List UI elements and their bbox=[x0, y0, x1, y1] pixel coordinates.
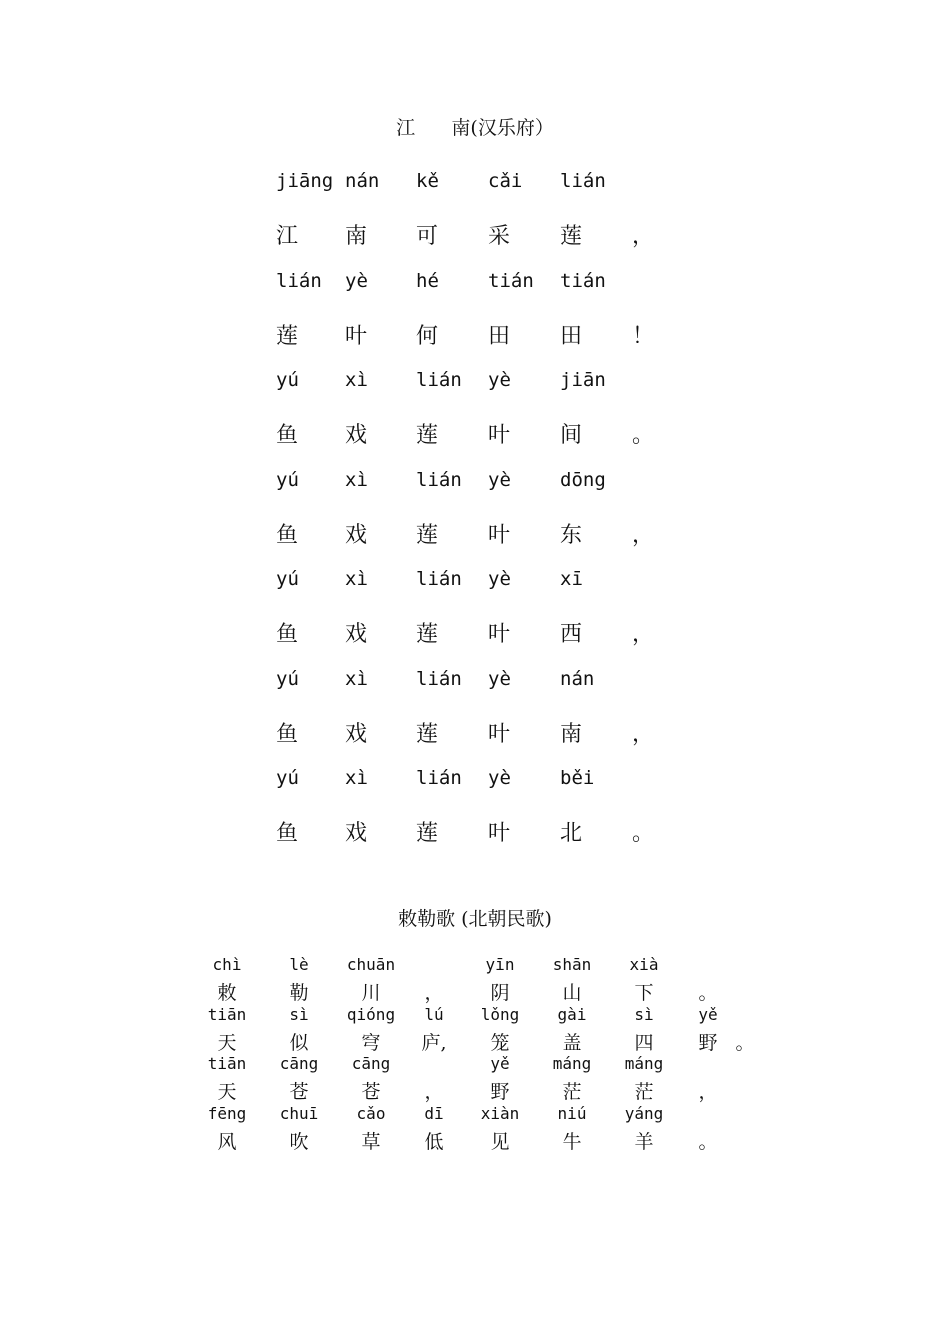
hanzi-character: 叶 bbox=[488, 721, 511, 747]
pinyin-syllable: niú bbox=[557, 1104, 587, 1124]
hanzi-character: 莲 bbox=[416, 522, 439, 548]
pinyin-syllable: lián bbox=[560, 170, 606, 192]
pinyin-row bbox=[0, 568, 950, 598]
hanzi-character: 戏 bbox=[345, 622, 368, 647]
hanzi-character: 莲 bbox=[416, 622, 439, 647]
hanzi-character: 。 bbox=[698, 982, 718, 1004]
hanzi-character: 茫 bbox=[634, 1081, 654, 1104]
pinyin-syllable: xì bbox=[345, 767, 368, 789]
hanzi-character: 苍 bbox=[361, 1081, 381, 1104]
hanzi-row bbox=[0, 1028, 950, 1052]
pinyin-syllable: xì bbox=[345, 568, 368, 590]
hanzi-character: 。 bbox=[698, 1131, 718, 1154]
hanzi-character: 穹 bbox=[361, 1031, 381, 1054]
pinyin-syllable: xī bbox=[560, 568, 583, 590]
hanzi-character: 盖 bbox=[562, 1031, 582, 1054]
pinyin-syllable: gài bbox=[557, 1004, 587, 1024]
hanzi-character: 山 bbox=[562, 982, 582, 1004]
hanzi-character: 江 bbox=[276, 224, 299, 249]
pinyin-syllable: cǎi bbox=[488, 170, 523, 192]
pinyin-syllable: dī bbox=[424, 1104, 444, 1124]
hanzi-character: 叶 bbox=[488, 522, 511, 548]
hanzi-character: 茫 bbox=[562, 1081, 582, 1104]
pinyin-syllable: nán bbox=[345, 170, 380, 192]
hanzi-character: 戏 bbox=[345, 821, 368, 846]
pinyin-syllable: shān bbox=[552, 955, 592, 974]
pinyin-syllable: hé bbox=[416, 269, 439, 292]
pinyin-syllable: tiān bbox=[207, 1004, 247, 1024]
poem2-title: 敕勒歌 (北朝民歌) bbox=[398, 908, 552, 930]
pinyin-syllable: yú bbox=[276, 369, 299, 391]
pinyin-syllable: yè bbox=[488, 667, 511, 690]
pinyin-syllable: sì bbox=[289, 1004, 309, 1024]
hanzi-character: ， bbox=[632, 224, 655, 249]
pinyin-syllable: yě bbox=[698, 1004, 718, 1024]
hanzi-character: 戏 bbox=[345, 423, 368, 448]
pinyin-syllable: tiān bbox=[207, 1054, 247, 1074]
pinyin-syllable: yè bbox=[488, 468, 511, 491]
hanzi-character: 见 bbox=[490, 1131, 510, 1154]
pinyin-row bbox=[0, 668, 950, 698]
hanzi-character: 叶 bbox=[488, 622, 511, 647]
pinyin-syllable: cāng bbox=[279, 1054, 319, 1074]
hanzi-character: 戏 bbox=[345, 721, 368, 747]
hanzi-character: 野 bbox=[698, 1031, 718, 1054]
hanzi-character: 莲 bbox=[416, 423, 439, 448]
hanzi-character: 似 bbox=[289, 1031, 309, 1054]
hanzi-character: 莲 bbox=[416, 821, 439, 846]
hanzi-character: ， bbox=[698, 1081, 718, 1104]
hanzi-character: 采 bbox=[488, 224, 511, 249]
pinyin-syllable: lián bbox=[276, 269, 322, 292]
pinyin-syllable: lián bbox=[416, 369, 462, 391]
hanzi-character: 何 bbox=[416, 323, 439, 349]
pinyin-syllable: cāng bbox=[351, 1054, 391, 1074]
pinyin-syllable: lǒng bbox=[480, 1004, 520, 1024]
pinyin-syllable: tián bbox=[488, 269, 534, 292]
pinyin-row bbox=[0, 955, 950, 979]
hanzi-character: 牛 bbox=[562, 1131, 582, 1154]
pinyin-syllable: chì bbox=[212, 955, 242, 974]
hanzi-row bbox=[0, 418, 950, 448]
pinyin-syllable: xì bbox=[345, 667, 368, 690]
pinyin-syllable: yè bbox=[488, 568, 511, 590]
hanzi-character: 鱼 bbox=[276, 821, 299, 846]
pinyin-syllable: yáng bbox=[624, 1104, 664, 1124]
hanzi-character: 莲 bbox=[560, 224, 583, 249]
hanzi-character: ， bbox=[632, 622, 655, 647]
hanzi-character: 鱼 bbox=[276, 622, 299, 647]
hanzi-character: 东 bbox=[560, 522, 583, 548]
hanzi-character: 低 bbox=[424, 1131, 444, 1154]
pinyin-syllable: máng bbox=[552, 1054, 592, 1074]
pinyin-syllable: yè bbox=[345, 269, 368, 292]
hanzi-character: 北 bbox=[560, 821, 583, 846]
pinyin-syllable: chuī bbox=[279, 1104, 319, 1124]
pinyin-syllable: kě bbox=[416, 170, 439, 192]
pinyin-syllable: lú bbox=[424, 1004, 444, 1024]
pinyin-syllable: yè bbox=[488, 369, 511, 391]
hanzi-row bbox=[0, 1077, 950, 1104]
hanzi-character: 戏 bbox=[345, 522, 368, 548]
hanzi-character: 叶 bbox=[488, 821, 511, 846]
hanzi-character: 庐, bbox=[421, 1031, 447, 1054]
pinyin-syllable: lián bbox=[416, 468, 462, 491]
hanzi-character: 四 bbox=[634, 1031, 654, 1054]
hanzi-character: 勒 bbox=[289, 982, 309, 1004]
hanzi-row bbox=[0, 1127, 950, 1154]
hanzi-character: 羊 bbox=[634, 1131, 654, 1154]
pinyin-row bbox=[0, 469, 950, 499]
pinyin-syllable: cǎo bbox=[356, 1104, 386, 1124]
pinyin-syllable: yú bbox=[276, 468, 299, 491]
pinyin-syllable: yě bbox=[490, 1054, 510, 1074]
poem1-title: 江 南(汉乐府） bbox=[396, 117, 554, 139]
hanzi-character: ， bbox=[424, 982, 444, 1004]
hanzi-character: 苍 bbox=[289, 1081, 309, 1104]
hanzi-row bbox=[0, 617, 950, 647]
hanzi-row bbox=[0, 717, 950, 747]
hanzi-character: 间 bbox=[560, 423, 583, 448]
hanzi-row bbox=[0, 219, 950, 249]
hanzi-character: 天 bbox=[217, 1081, 237, 1104]
hanzi-character: 阴 bbox=[490, 982, 510, 1004]
hanzi-character: 鱼 bbox=[276, 721, 299, 747]
pinyin-syllable: máng bbox=[624, 1054, 664, 1074]
hanzi-character: 天 bbox=[217, 1031, 237, 1054]
pinyin-syllable: lè bbox=[289, 955, 309, 974]
pinyin-syllable: fēng bbox=[207, 1104, 247, 1124]
hanzi-character: 下 bbox=[634, 982, 654, 1004]
pinyin-row bbox=[0, 270, 950, 300]
hanzi-character: 南 bbox=[560, 721, 583, 747]
hanzi-character: 莲 bbox=[276, 323, 299, 349]
hanzi-character: 风 bbox=[217, 1131, 237, 1154]
hanzi-character: 田 bbox=[488, 323, 511, 349]
pinyin-syllable: lián bbox=[416, 667, 462, 690]
pinyin-syllable: dōng bbox=[560, 468, 606, 491]
hanzi-character: 野 bbox=[490, 1081, 510, 1104]
hanzi-character: ， bbox=[632, 721, 655, 747]
pinyin-syllable: tián bbox=[560, 269, 606, 292]
pinyin-syllable: xiàn bbox=[480, 1104, 520, 1124]
pinyin-syllable: lián bbox=[416, 568, 462, 590]
hanzi-character: 南 bbox=[345, 224, 368, 249]
hanzi-character: 川 bbox=[361, 982, 381, 1004]
pinyin-row bbox=[0, 369, 950, 399]
pinyin-syllable: yú bbox=[276, 767, 299, 789]
pinyin-syllable: jiāng bbox=[276, 170, 334, 192]
hanzi-row bbox=[0, 978, 950, 1002]
hanzi-row bbox=[0, 319, 950, 349]
hanzi-character: 。 bbox=[632, 423, 655, 448]
pinyin-row bbox=[0, 1005, 950, 1029]
pinyin-row bbox=[0, 1104, 950, 1128]
hanzi-row bbox=[0, 816, 950, 846]
hanzi-character: 田 bbox=[560, 323, 583, 349]
hanzi-character: 西 bbox=[560, 622, 583, 647]
hanzi-character: 叶 bbox=[345, 323, 368, 349]
pinyin-row bbox=[0, 1054, 950, 1078]
pinyin-syllable: nán bbox=[560, 667, 595, 690]
pinyin-syllable: xì bbox=[345, 468, 368, 491]
hanzi-character: ！ bbox=[632, 323, 655, 349]
hanzi-character: 。 bbox=[632, 821, 655, 846]
pinyin-syllable: jiān bbox=[560, 369, 606, 391]
hanzi-character: 敕 bbox=[217, 982, 237, 1004]
pinyin-row bbox=[0, 170, 950, 200]
hanzi-character: 笼 bbox=[490, 1031, 510, 1054]
hanzi-character: 草 bbox=[361, 1131, 381, 1154]
hanzi-character: 可 bbox=[416, 224, 439, 249]
hanzi-row bbox=[0, 518, 950, 548]
hanzi-character: 鱼 bbox=[276, 522, 299, 548]
pinyin-syllable: yè bbox=[488, 767, 511, 789]
pinyin-syllable: yú bbox=[276, 667, 299, 690]
hanzi-character: 鱼 bbox=[276, 423, 299, 448]
pinyin-syllable: běi bbox=[560, 767, 595, 789]
hanzi-character: 。 bbox=[735, 1031, 755, 1054]
hanzi-character: ， bbox=[424, 1081, 444, 1104]
pinyin-syllable: xì bbox=[345, 369, 368, 391]
pinyin-syllable: lián bbox=[416, 767, 462, 789]
hanzi-character: 莲 bbox=[416, 721, 439, 747]
hanzi-character: 叶 bbox=[488, 423, 511, 448]
pinyin-row bbox=[0, 767, 950, 797]
pinyin-syllable: yú bbox=[276, 568, 299, 590]
hanzi-character: ， bbox=[632, 522, 655, 548]
pinyin-syllable: yīn bbox=[485, 955, 515, 974]
hanzi-character: 吹 bbox=[289, 1131, 309, 1154]
pinyin-syllable: qióng bbox=[346, 1004, 396, 1024]
pinyin-syllable: sì bbox=[634, 1004, 654, 1024]
pinyin-syllable: xià bbox=[629, 955, 659, 974]
pinyin-syllable: chuān bbox=[346, 955, 396, 974]
